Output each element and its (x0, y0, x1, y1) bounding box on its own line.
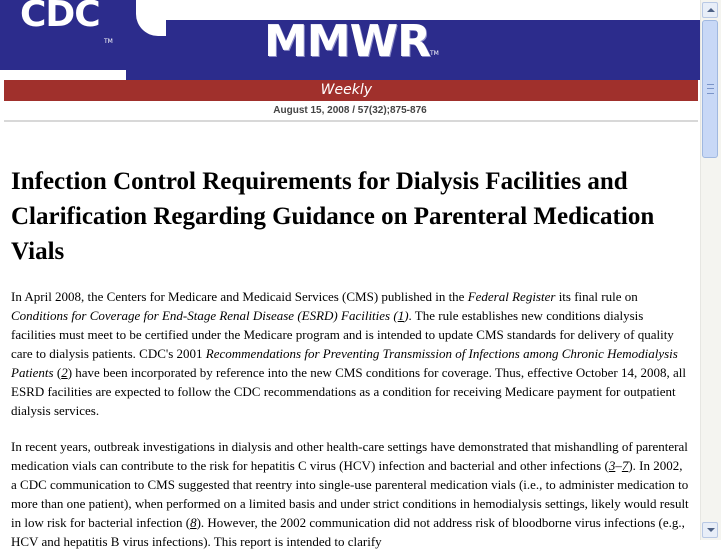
reference-link[interactable]: 8 (190, 515, 197, 530)
body-text: . The rule establishes new conditions dialysis facilities must meet to be certified under the Medicare program and is intended to update CMS standards for delivery of quality care to dialysis patients. CDC's 2001 (11, 308, 674, 361)
body-text: ) have been incorporated by reference into the new CMS conditions for coverage. Thus, effective October 14, 2008, all ESRD facilities are expected to follow the CDC recommendations as a condition for receiving Medicare payment for outpatient dialysis services. (11, 365, 686, 418)
body-text: its final rule on (555, 289, 638, 304)
reference-link[interactable]: 2 (61, 365, 68, 380)
italic-text: Federal Register (467, 289, 556, 304)
body-text: In April 2008, the Centers for Medicare and Medicaid Services (CMS) published in the (11, 289, 468, 304)
body-text: ). In 2002, a CDC communication to CMS suggested that reentry into single-use parenteral medication vials (i.e., to administer medication to more than one patient), when performed on a limited basis and under strict conditions in hemodialysis settings, likely would result in low risk for bacterial infection ( (11, 458, 689, 530)
mmwr-logo-text: MMWR (264, 16, 430, 67)
italic-text: ) (404, 308, 409, 323)
scroll-down-button[interactable] (702, 522, 718, 538)
reference-link[interactable]: 1 (397, 308, 405, 323)
body-text: ). However, the 2002 communication did not address risk of bloodborne virus infections (e.g., HCV and hepatitis B virus infections). This report is intended to clarify (11, 515, 685, 549)
header-divider (4, 120, 698, 122)
reference-link[interactable]: 3 (608, 458, 616, 473)
arrow-up-icon (707, 8, 715, 12)
italic-text: Recommendations for Preventing Transmission of Infections among Chronic Hemodialysis Patients (11, 346, 678, 380)
italic-text: Conditions for Coverage for End-Stage Renal Disease (ESRD) Facilities ( (11, 308, 398, 323)
arrow-down-icon (707, 528, 715, 532)
mmwr-header: CDC TM MMWR TM (0, 0, 700, 80)
body-text: ( (53, 365, 62, 380)
article-paragraph-2 (11, 437, 691, 551)
body-text: In recent years, outbreak investigations in dialysis and other health-care settings have demonstrated that mishandling of parenteral medication vials can contribute to the risk for hepatitis C virus (HCV) infection and bacterial and other infections ( (11, 439, 688, 473)
article-title: Infection Control Requirements for Dialysis Facilities and Clarification Regarding Guidance on Parenteral Medication Vials (11, 168, 655, 265)
grip-icon (707, 84, 714, 94)
cdc-logo[interactable]: CDC TM (0, 0, 126, 70)
issue-date-line: August 15, 2008 / 57(32);875-876 (273, 105, 427, 116)
scroll-up-button[interactable] (702, 2, 718, 18)
weekly-label: Weekly (320, 82, 372, 98)
article-paragraph-1 (11, 287, 691, 420)
weekly-banner (4, 80, 698, 101)
italic-text: – (615, 458, 622, 473)
scroll-thumb[interactable] (702, 20, 718, 158)
cdc-logo-text: CDC (20, 0, 100, 35)
reference-link[interactable]: 7 (621, 458, 629, 473)
